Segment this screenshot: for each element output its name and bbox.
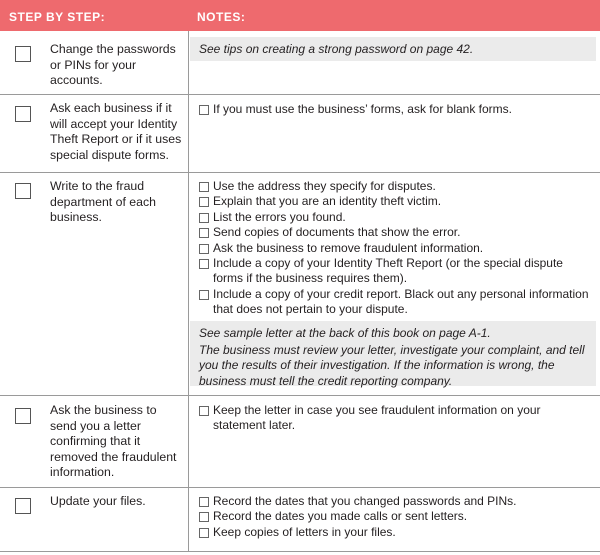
row-1-divider — [188, 31, 189, 94]
item-checkbox[interactable] — [199, 259, 209, 269]
list-item: If you must use the business’ forms, ask for blank forms. — [199, 102, 594, 117]
row-2-step: Ask each business if it will accept your Identity Theft Report or if it uses special dispute forms. — [50, 101, 182, 162]
row-1-step: Change the passwords or PINs for your accounts. — [50, 42, 176, 88]
row-5-notes — [199, 494, 594, 540]
row-2-checkbox[interactable] — [15, 106, 31, 122]
list-item: Explain that you are an identity theft victim. — [199, 194, 594, 209]
row-divider — [0, 395, 600, 396]
item-checkbox[interactable] — [199, 244, 209, 254]
row-5-checkbox[interactable] — [15, 498, 31, 514]
list-item: Send copies of documents that show the error. — [199, 225, 594, 240]
item-checkbox[interactable] — [199, 105, 209, 115]
row-4-step: Ask the business to send you a letter confirming that it removed the fraudulent information. — [50, 403, 177, 480]
item-checkbox[interactable] — [199, 213, 209, 223]
row-2-divider — [188, 94, 189, 172]
row-3-tip: See sample letter at the back of this book on page A-1. — [199, 326, 491, 340]
row-4-notes — [199, 403, 594, 434]
item-checkbox[interactable] — [199, 228, 209, 238]
row-4-checkbox[interactable] — [15, 408, 31, 424]
table-bottom-border — [0, 551, 600, 552]
item-checkbox[interactable] — [199, 406, 209, 416]
header-notes: NOTES: — [197, 10, 246, 24]
list-item: Ask the business to remove fraudulent information. — [199, 241, 594, 256]
row-1-checkbox[interactable] — [15, 46, 31, 62]
item-checkbox[interactable] — [199, 197, 209, 207]
row-divider — [0, 172, 600, 173]
row-4-divider — [188, 395, 189, 487]
list-item: Keep copies of letters in your files. — [199, 525, 594, 540]
item-checkbox[interactable] — [199, 512, 209, 522]
list-item: Record the dates you made calls or sent letters. — [199, 509, 594, 524]
row-5-divider — [188, 487, 189, 552]
list-item: Include a copy of your Identity Theft Report (or the special dispute forms if the business requires them). — [199, 256, 594, 287]
row-divider — [0, 94, 600, 95]
row-3-checkbox[interactable] — [15, 183, 31, 199]
row-divider — [0, 487, 600, 488]
item-checkbox[interactable] — [199, 497, 209, 507]
row-1-tip: See tips on creating a strong password on page 42. — [199, 42, 474, 56]
row-3-notes — [199, 179, 594, 318]
item-checkbox[interactable] — [199, 182, 209, 192]
row-3-tip-2: The business must review your letter, investigate your complaint, and tell you the results of their investigation. If the information is wrong, the business must tell the credit reporting company. — [199, 343, 585, 388]
list-item: List the errors you found. — [199, 210, 594, 225]
row-3-divider — [188, 172, 189, 395]
row-5-step: Update your files. — [50, 494, 146, 508]
item-checkbox[interactable] — [199, 290, 209, 300]
header-step: STEP BY STEP: — [9, 10, 106, 24]
list-item: Include a copy of your credit report. Black out any personal information that does not pertain to your dispute. — [199, 287, 594, 318]
list-item: Record the dates that you changed passwords and PINs. — [199, 494, 594, 509]
list-item: Keep the letter in case you see fraudulent information on your statement later. — [199, 403, 594, 434]
table-header — [0, 0, 600, 31]
list-item: Use the address they specify for disputes. — [199, 179, 594, 194]
row-2-notes — [199, 102, 594, 117]
item-checkbox[interactable] — [199, 528, 209, 538]
row-3-step: Write to the fraud department of each business. — [50, 179, 156, 225]
